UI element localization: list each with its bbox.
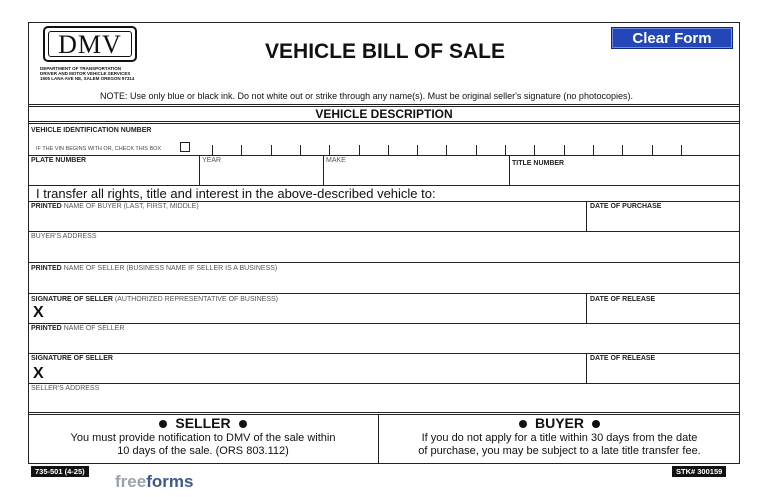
form-number-badge: 735-501 (4-25) (31, 466, 89, 477)
dmv-logo (43, 26, 137, 62)
clear-form-button[interactable]: Clear Form (611, 27, 733, 49)
vin-box-divider (271, 145, 272, 155)
vin-box-divider (652, 145, 653, 155)
seller-notice-line2: 10 days of the sale. (ORS 803.112) (117, 445, 289, 457)
stock-number-badge: STK# 300159 (672, 466, 726, 477)
vin-box-divider (681, 145, 682, 155)
seller1-date-of-release-field[interactable] (588, 305, 738, 321)
vin-hint: IF THE VIN BEGINS WITH OR, CHECK THIS BOX (36, 146, 162, 152)
bullet-icon (519, 420, 527, 428)
vin-box-divider (505, 145, 506, 155)
buyer-notice-line2: of purchase, you may be subject to a late title transfer fee. (418, 445, 701, 457)
title-number-label: TITLE NUMBER (512, 160, 565, 167)
vin-box-divider (593, 145, 594, 155)
vin-box-divider (417, 145, 418, 155)
transfer-statement: I transfer all rights, title and interest in the above-described vehicle to: (36, 186, 436, 201)
make-label: MAKE (326, 157, 346, 164)
date-of-purchase-label: DATE OF PURCHASE (590, 203, 662, 210)
vin-box-divider (622, 145, 623, 155)
make-field[interactable] (325, 166, 507, 183)
vin-box-divider (212, 145, 213, 155)
plate-number-label: PLATE NUMBER (31, 157, 87, 164)
vin-or-checkbox[interactable] (180, 142, 190, 152)
seller-address-field[interactable] (30, 394, 738, 410)
seller-notice-line1: You must provide notification to DMV of the sale within (70, 432, 336, 444)
seller1-name-label: PRINTED NAME OF SELLER (BUSINESS NAME IF SELLER IS A BUSINESS) (31, 265, 278, 272)
vin-box-divider (534, 145, 535, 155)
agency-line1: DEPARTMENT OF TRANSPORTATION (40, 66, 121, 71)
title-number-field[interactable] (511, 170, 737, 183)
vin-box-divider (446, 145, 447, 155)
vin-label: VEHICLE IDENTIFICATION NUMBER (31, 127, 152, 134)
bullet-icon (592, 420, 600, 428)
vin-box-divider (388, 145, 389, 155)
seller1-date-of-release-label: DATE OF RELEASE (590, 296, 656, 303)
ink-note: NOTE: Use only blue or black ink. Do not white out or strike through any name(s). Must be original seller's signature (no photocopies). (100, 91, 633, 101)
agency-line3: 1905 LANA AVE NE, SALEM OREGON 97314 (40, 76, 135, 81)
buyer-name-field[interactable] (30, 212, 584, 229)
seller2-signature-x: X (33, 365, 44, 382)
vin-box-divider (564, 145, 565, 155)
vin-box-divider (476, 145, 477, 155)
seller-address-label: SELLER'S ADDRESS (31, 385, 100, 392)
bullet-icon (159, 420, 167, 428)
vin-box-divider (329, 145, 330, 155)
vin-box-divider (359, 145, 360, 155)
year-label: YEAR (202, 157, 222, 164)
year-field[interactable] (201, 166, 321, 183)
buyer-name-label: PRINTED NAME OF BUYER (LAST, FIRST, MIDDLE) (31, 203, 199, 210)
seller1-signature-x: X (33, 304, 44, 321)
seller2-date-of-release-field[interactable] (588, 365, 738, 381)
vehicle-section-title: VEHICLE DESCRIPTION (315, 107, 453, 121)
seller2-signature-label: SIGNATURE OF SELLER (31, 355, 113, 362)
buyer-address-label: BUYER'S ADDRESS (31, 233, 97, 240)
bullet-icon (239, 420, 247, 428)
buyer-address-field[interactable] (30, 242, 738, 260)
vin-box-divider (241, 145, 242, 155)
seller1-name-field[interactable] (30, 274, 738, 292)
seller-notice-heading: SELLER (28, 415, 378, 431)
page-title: VEHICLE BILL OF SALE (265, 40, 505, 63)
plate-number-field[interactable] (30, 166, 196, 183)
freeforms-watermark: freeforms (115, 472, 194, 491)
agency-line2: DRIVER AND MOTOR VEHICLE SERVICES (40, 71, 131, 76)
seller2-name-label: PRINTED NAME OF SELLER (31, 325, 125, 332)
seller2-date-of-release-label: DATE OF RELEASE (590, 355, 656, 362)
seller2-name-field[interactable] (30, 334, 738, 352)
buyer-notice-line1: If you do not apply for a title within 30 days from the date (421, 432, 698, 444)
seller1-signature-label: SIGNATURE OF SELLER (AUTHORIZED REPRESENTATIVE OF BUSINESS) (31, 296, 278, 303)
date-of-purchase-field[interactable] (588, 212, 738, 229)
logo-text: DMV (58, 30, 122, 59)
buyer-notice-heading: BUYER (379, 415, 740, 431)
vin-box-divider (300, 145, 301, 155)
